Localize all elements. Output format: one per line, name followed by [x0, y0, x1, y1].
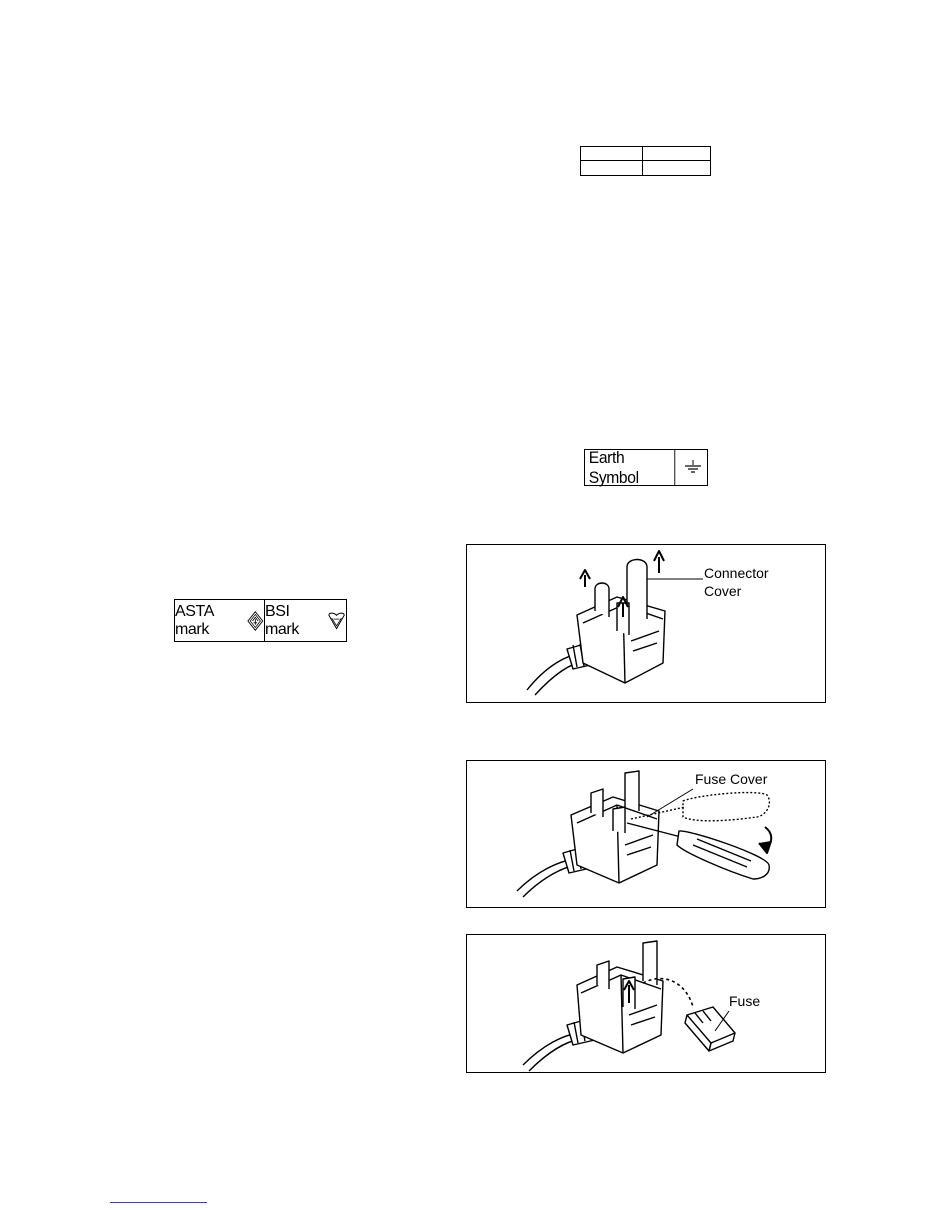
table-row-divider [581, 160, 710, 161]
asta-diamond-icon [247, 610, 264, 632]
asta-mark-cell [175, 600, 265, 641]
wire-colour-table [580, 146, 711, 176]
connector-label-line2: Cover [704, 583, 742, 599]
asta-mark-label: ASTA mark [175, 602, 214, 638]
table-column-divider [642, 147, 643, 175]
bsi-kitemark-icon [327, 611, 346, 631]
fuse-label: Fuse [729, 993, 761, 1009]
plug-connector-illustration [467, 545, 825, 702]
earth-ground-icon [679, 450, 707, 485]
fuse-figure [466, 934, 826, 1073]
earth-symbol-label: Earth Symbol [589, 450, 675, 485]
fuse-cover-label: Fuse Cover [695, 771, 768, 787]
connector-label-line1: Connector [704, 565, 769, 581]
fuse-cover-figure [466, 760, 826, 908]
footer-link[interactable] [110, 1202, 207, 1203]
plug-fuse-illustration [467, 935, 825, 1072]
connector-cover-label [704, 564, 769, 600]
connector-cover-figure [466, 544, 826, 703]
approval-marks-box [174, 599, 347, 642]
plug-screwdriver-illustration [467, 761, 825, 907]
bsi-mark-cell [265, 600, 346, 641]
bsi-mark-label: BSI mark [265, 602, 299, 638]
earth-symbol-box [584, 449, 708, 486]
